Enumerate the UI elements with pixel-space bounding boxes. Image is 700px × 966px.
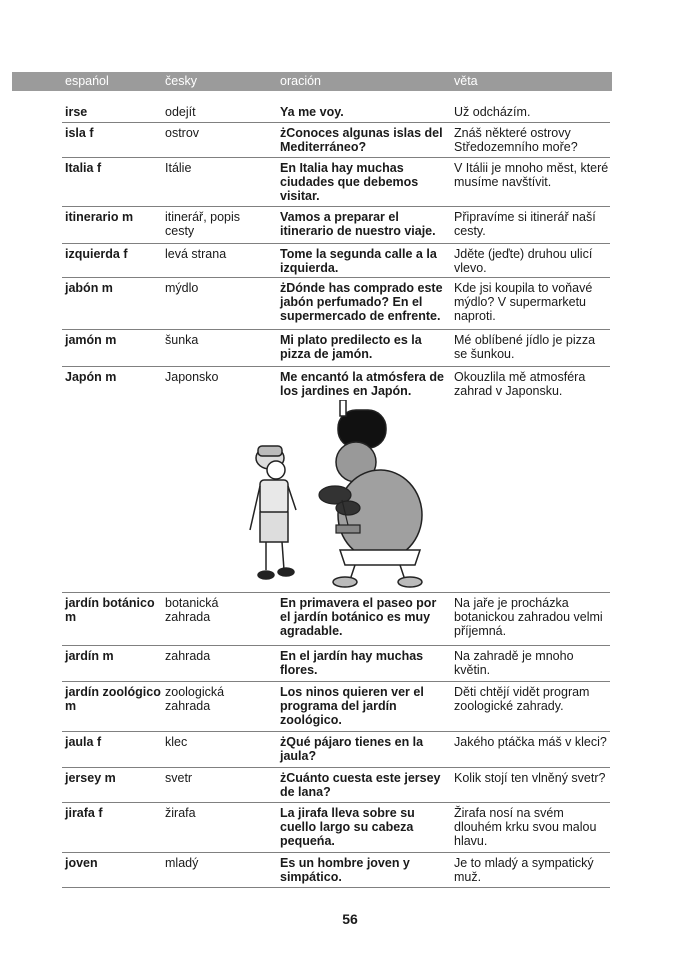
cell-es: jabón m bbox=[65, 281, 113, 295]
table-row bbox=[62, 101, 610, 123]
cell-es: joven bbox=[65, 856, 98, 870]
table-row bbox=[62, 731, 610, 768]
table-row bbox=[62, 277, 610, 330]
table-row bbox=[62, 157, 610, 207]
header-cesky: česky bbox=[165, 74, 197, 88]
table-row bbox=[62, 802, 610, 853]
cell-es: jardín zoológico m bbox=[65, 685, 161, 713]
cell-or: En primavera el paseo por el jardín botánico es muy agradable. bbox=[280, 596, 437, 638]
cell-or: En el jardín hay muchas flores. bbox=[280, 649, 424, 677]
table-row bbox=[62, 767, 610, 803]
cell-or: Vamos a preparar el itinerario de nuestro viaje. bbox=[280, 210, 436, 238]
cell-ve: Jděte (jeďte) druhou ulicí vlevo. bbox=[454, 247, 593, 275]
cell-ve: Už odcházím. bbox=[454, 105, 531, 119]
cell-or: La jirafa lleva sobre su cuello largo su cabeza pequeńa. bbox=[280, 806, 415, 848]
cell-es: Japón m bbox=[65, 370, 117, 384]
cell-or: żConoces algunas islas del Mediterráneo? bbox=[280, 126, 443, 154]
cell-es: jaula f bbox=[65, 735, 102, 749]
cell-es: irse bbox=[65, 105, 88, 119]
cell-or: Los ninos quieren ver el programa del jardín zoológico. bbox=[280, 685, 424, 727]
cell-cz: zoologická zahrada bbox=[165, 685, 225, 713]
cell-ve: Děti chtějí vidět program zoologické zahrady. bbox=[454, 685, 590, 713]
header-espanol: espańol bbox=[65, 74, 109, 88]
cell-es: jardín m bbox=[65, 649, 114, 663]
cell-or: Mi plato predilecto es la pizza de jamón. bbox=[280, 333, 422, 361]
table-row bbox=[62, 243, 610, 278]
cell-ve: Kolik stojí ten vlněný svetr? bbox=[454, 771, 606, 785]
table-row bbox=[62, 206, 610, 244]
cell-es: izquierda f bbox=[65, 247, 128, 261]
cell-cz: svetr bbox=[165, 771, 193, 785]
table-row bbox=[62, 852, 610, 888]
cell-or: żDónde has comprado este jabón perfumado? En el supermercado de enfrente. bbox=[280, 281, 443, 323]
cell-ve: Připravíme si itinerář naší cesty. bbox=[454, 210, 596, 238]
table-row bbox=[62, 329, 610, 367]
cell-cz: mýdlo bbox=[165, 281, 199, 295]
cell-ve: Mé oblíbené jídlo je pizza se šunkou. bbox=[454, 333, 596, 361]
explorer-figure bbox=[250, 446, 296, 579]
cell-ve: Žirafa nosí na svém dlouhém krku svou malou hlavu. bbox=[454, 806, 597, 848]
table-row bbox=[62, 645, 610, 682]
cell-ve: V Itálii je mnoho měst, které musíme navštívit. bbox=[454, 161, 609, 189]
cell-es: Italia f bbox=[65, 161, 102, 175]
cell-cz: Itálie bbox=[165, 161, 192, 175]
cell-cz: zahrada bbox=[165, 649, 211, 663]
cell-or: żQué pájaro tienes en la jaula? bbox=[280, 735, 424, 763]
cell-or: En Italia hay muchas ciudades que debemos visitar. bbox=[280, 161, 419, 203]
cell-es: jirafa f bbox=[65, 806, 103, 820]
cell-es: jamón m bbox=[65, 333, 117, 347]
cell-or: żCuánto cuesta este jersey de lana? bbox=[280, 771, 441, 799]
cell-ve: Znáš některé ostrovy Středozemního moře? bbox=[454, 126, 578, 154]
cell-ve: Na jaře je procházka botanickou zahradou velmi příjemná. bbox=[454, 596, 603, 638]
page-number: 56 bbox=[342, 911, 358, 927]
header-oracion: oración bbox=[280, 74, 321, 88]
cell-ve: Jakého ptáčka máš v kleci? bbox=[454, 735, 607, 749]
cell-es: jardín botánico m bbox=[65, 596, 155, 624]
cell-cz: mladý bbox=[165, 856, 199, 870]
cell-ve: Okouzlila mě atmosféra zahrad v Japonsku. bbox=[454, 370, 586, 398]
table-row bbox=[62, 592, 610, 646]
cell-cz: levá strana bbox=[165, 247, 227, 261]
explorer-and-chief-illustration bbox=[240, 400, 440, 590]
cell-es: isla f bbox=[65, 126, 94, 140]
cell-or: Es un hombre joven y simpático. bbox=[280, 856, 410, 884]
cell-cz: botanická zahrada bbox=[165, 596, 219, 624]
cell-or: Me encantó la atmósfera de los jardines en Japón. bbox=[280, 370, 444, 398]
cell-cz: šunka bbox=[165, 333, 199, 347]
cell-cz: ostrov bbox=[165, 126, 200, 140]
cell-es: itinerario m bbox=[65, 210, 134, 224]
cell-cz: odejít bbox=[165, 105, 196, 119]
cell-or: Ya me voy. bbox=[280, 105, 344, 119]
table-header bbox=[12, 72, 612, 91]
table-row bbox=[62, 122, 610, 158]
cell-or: Tome la segunda calle a la izquierda. bbox=[280, 247, 437, 275]
cell-cz: žirafa bbox=[165, 806, 196, 820]
cell-ve: Na zahradě je mnoho květin. bbox=[454, 649, 574, 677]
cell-ve: Je to mladý a sympatický muž. bbox=[454, 856, 594, 884]
cell-ve: Kde jsi koupila to voňavé mýdlo? V supermarketu naproti. bbox=[454, 281, 593, 323]
table-row bbox=[62, 681, 610, 732]
header-veta: věta bbox=[454, 74, 478, 88]
cell-cz: itinerář, popis cesty bbox=[165, 210, 241, 238]
cell-cz: klec bbox=[165, 735, 188, 749]
cell-es: jersey m bbox=[65, 771, 116, 785]
cell-cz: Japonsko bbox=[165, 370, 219, 384]
